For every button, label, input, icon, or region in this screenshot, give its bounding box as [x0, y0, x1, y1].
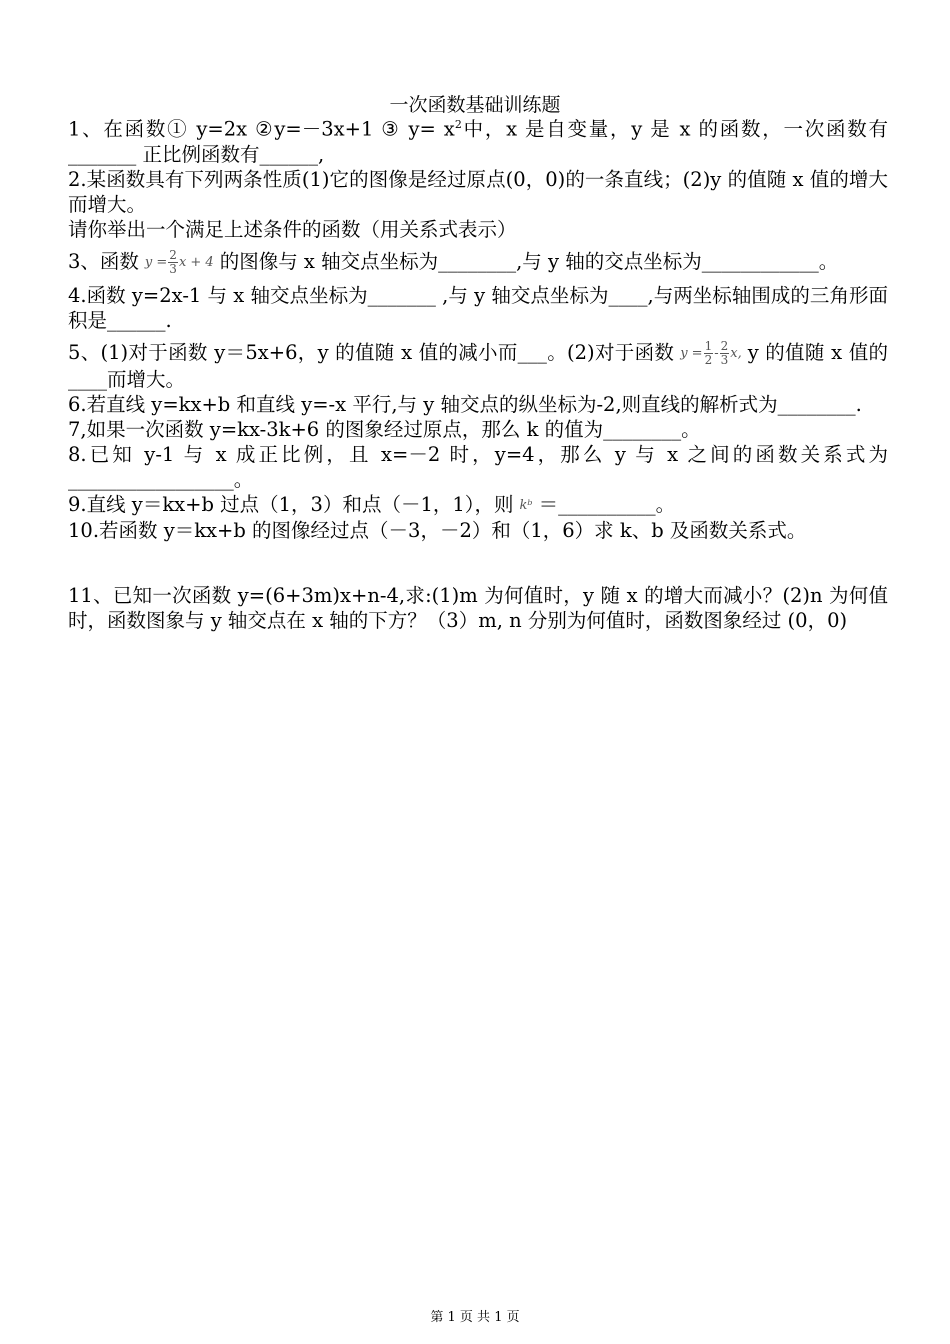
fraction: $\frac{2}{3}$ — [169, 247, 177, 276]
formula-q3: y = $\frac{2}{3}$ x + 4 — [144, 247, 214, 276]
question-1: 1、在函数① y=2x ②y=－3x+1 ③ $y= x^2$中，x 是自变量，y 是 x 的函数，一次函数有_______ 正比例函数有______, — [68, 117, 888, 166]
question-10: 10.若函数 y＝kx+b 的图像经过点（－3，－2）和（1，6）求 k、b 及函数关系式。 — [68, 518, 807, 542]
question-9: 9.直线 y＝kx+b 过点（1，3）和点（－1，1），则 kᵇ ＝__________。 — [68, 492, 676, 516]
question-4: 4.函数 y=2x-1 与 x 轴交点坐标为_______ ,与 y 轴交点坐标为____,与两坐标轴围成的三角形面积是______. — [68, 283, 888, 332]
formula-q5: y = $\frac{1}{2}$ - $\frac{2}{3}$ x, — [680, 338, 742, 367]
question-6: 6.若直线 y=kx+b 和直线 y=-x 平行,与 y 轴交点的纵坐标为-2,则直线的解析式为________. — [68, 392, 862, 416]
question-5: 5、(1)对于函数 y＝5x+6，y 的值随 x 值的减小而___。(2)对于函数 y = $\frac{1}{2}$ - $\frac{2}{3}$ x, y 的值随 x 值的____而增大。 — [68, 338, 889, 391]
page-footer: 第 1 页 共 1 页 — [430, 1310, 520, 1325]
question-3: 3、函数 y = $\frac{2}{3}$ x + 4 的图像与 x 轴交点坐标为________,与 y 轴的交点坐标为____________。 — [68, 247, 839, 276]
fraction: $\frac{2}{3}$ — [720, 338, 729, 367]
fraction: $\frac{1}{2}$ — [704, 338, 713, 367]
question-7: 7,如果一次函数 y=kx-3k+6 的图象经过原点，那么 k 的值为________。 — [68, 417, 701, 441]
question-2-prompt: 请你举出一个满足上述条件的函数（用关系式表示） — [68, 217, 517, 241]
question-list — [68, 112, 888, 633]
page-title: 一次函数基础训练题 — [389, 94, 561, 116]
question-2: 2.某函数具有下列两条性质(1)它的图像是经过原点(0，0)的一条直线；(2)y 的值随 x 值的增大而增大。 — [68, 167, 888, 216]
question-11: 11、已知一次函数 y=(6+3m)x+n-4,求:(1)m 为何值时，y 随 x 的增大而减小？(2)n 为何值时，函数图象与 y 轴交点在 x 轴的下方？（3）m, n 分别为何值时，函数图象经过 (0，0) — [68, 583, 888, 632]
question-8: 8.已知 y-1 与 x 成正比例，且 x=－2 时，y=4，那么 y 与 x 之间的函数关系式为_________________。 — [68, 442, 888, 491]
formula-q9: kᵇ — [519, 497, 533, 513]
